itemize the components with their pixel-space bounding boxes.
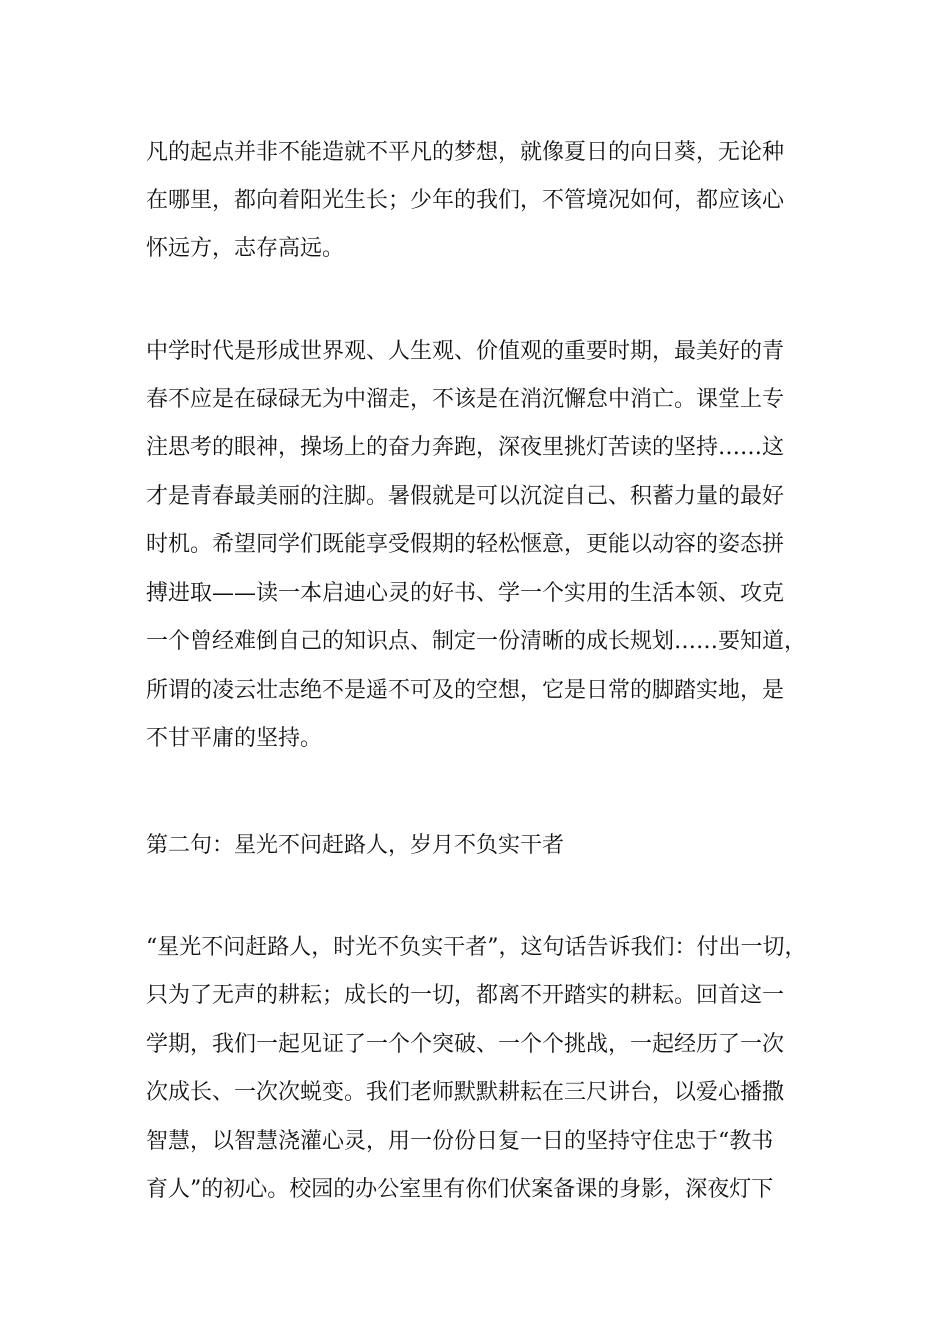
paragraph-3-line-1: “星光不问赶路人，时光不负实干者”，这句话告诉我们：付出一切， — [146, 935, 807, 960]
paragraph-2-line-2: 春不应是在碌碌无为中溜走，不该是在消沉懈怠中消亡。课堂上专 — [146, 387, 785, 412]
paragraph-2-line-7: 一个曾经难倒自己的知识点、制定一份清晰的成长规划……要知道， — [146, 629, 807, 654]
paragraph-2-line-3: 注思考的眼神，操场上的奋力奔跑，深夜里挑灯苦读的坚持……这 — [146, 435, 785, 460]
paragraph-2-line-6: 搏进取——读一本启迪心灵的好书、学一个实用的生活本领、攻克 — [146, 581, 785, 606]
paragraph-1-line-2: 在哪里，都向着阳光生长；少年的我们，不管境况如何，都应该心 — [146, 188, 785, 213]
paragraph-3-line-2: 只为了无声的耕耘；成长的一切，都离不开踏实的耕耘。回首这一 — [146, 983, 785, 1008]
paragraph-2-line-9: 不甘平庸的坚持。 — [146, 726, 323, 751]
paragraph-2-line-1: 中学时代是形成世界观、人生观、价值观的重要时期，最美好的青 — [146, 339, 785, 364]
paragraph-3-line-6: 育人”的初心。校园的办公室里有你们伏案备课的身影，深夜灯下 — [146, 1177, 774, 1202]
paragraph-2-line-8: 所谓的凌云壮志绝不是遥不可及的空想，它是日常的脚踏实地，是 — [146, 678, 785, 703]
paragraph-2-line-4: 才是青春最美丽的注脚。暑假就是可以沉淀自己、积蓄力量的最好 — [146, 484, 785, 509]
paragraph-3-line-3: 学期，我们一起见证了一个个突破、一个个挑战，一起经历了一次 — [146, 1032, 785, 1057]
paragraph-3-line-5: 智慧，以智慧浇灌心灵，用一份份日复一日的坚持守住忠于“教书 — [146, 1129, 774, 1154]
paragraph-1-line-1: 凡的起点并非不能造就不平凡的梦想，就像夏日的向日葵，无论种 — [146, 140, 785, 165]
section-heading: 第二句：星光不问赶路人，岁月不负实干者 — [146, 833, 565, 858]
paragraph-1-line-3: 怀远方，志存高远。 — [146, 236, 345, 261]
paragraph-3-line-4: 次成长、一次次蜕变。我们老师默默耕耘在三尺讲台，以爱心播撒 — [146, 1080, 785, 1105]
paragraph-2-line-5: 时机。希望同学们既能享受假期的轻松惬意，更能以动容的姿态拼 — [146, 532, 785, 557]
